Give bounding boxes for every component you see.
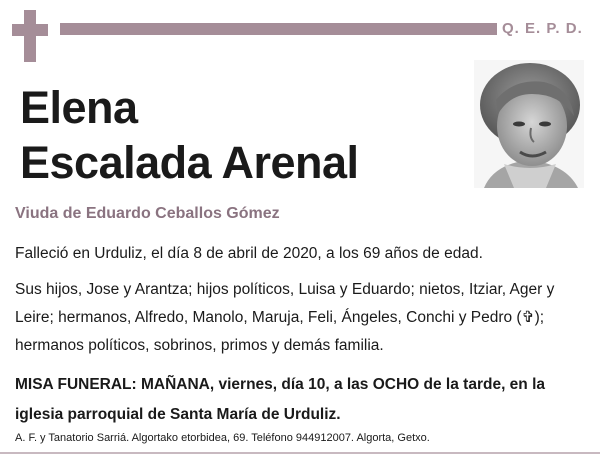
death-statement: Falleció en Urduliz, el día 8 de abril de 2020, a los 69 años de edad.: [15, 245, 483, 262]
header-divider: [60, 23, 497, 35]
family-list: Sus hijos, Jose y Arantza; hijos políticos, Luisa y Eduardo; nietos, Itziar, Ager y Leire; hermanos, Alfredo, Manolo, Maruja, Feli, Ángeles, Conchi y Pedro (✞); hermanos políticos, sobrinos, primos y demás familia.: [15, 281, 555, 354]
deceased-name: [20, 80, 359, 190]
portrait-photo: [474, 60, 584, 188]
cross-icon: [12, 10, 48, 62]
funeral-announcement: MISA FUNERAL: MAÑANA, viernes, día 10, a las OCHO de la tarde, en la iglesia parroquial de Santa María de Urduliz.: [15, 376, 545, 423]
funeral-home-info: A. F. y Tanatorio Sarriá. Algortako etorbidea, 69. Teléfono 944912007. Algorta, Getxo.: [15, 432, 430, 444]
surname: Escalada Arenal: [20, 137, 359, 188]
relation-line: Viuda de Eduardo Ceballos Gómez: [15, 205, 280, 222]
first-name: Elena: [20, 82, 138, 133]
qepd-label: Q. E. P. D.: [502, 20, 583, 37]
